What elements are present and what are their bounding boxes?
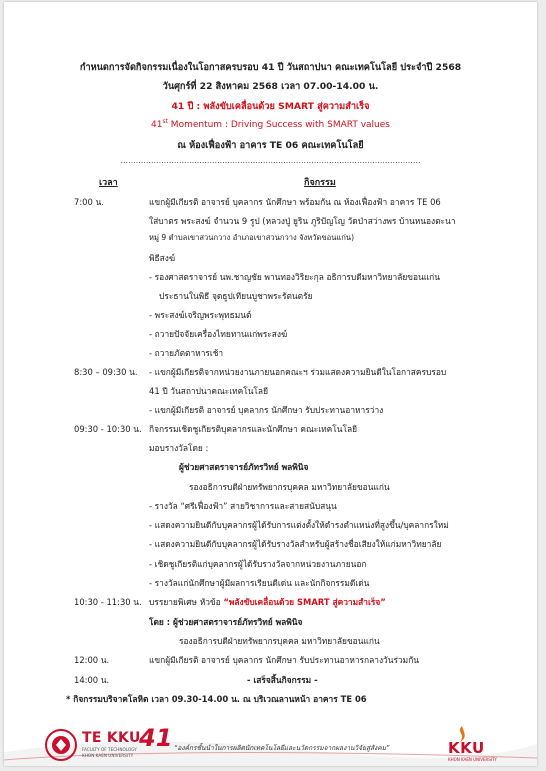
schedule-item: - รางวัล “ศรีเฟื่องฟ้า” สายวิชาการและสายสนับสนุน bbox=[149, 501, 337, 511]
schedule-item: แขกผู้มีเกียรติ อาจารย์ บุคลากร นักศึกษา รับประทานอาหารกลางวันร่วมกัน bbox=[149, 655, 419, 665]
theme-thai: 41 ปี : พลังขับเคลื่อนด้วย SMART สู่ความสำเร็จ bbox=[171, 101, 370, 112]
schedule-item: แขกผู้มีเกียรติ อาจารย์ บุคลากร นักศึกษา พร้อมกัน ณ ห้องเฟื่องฟ้า อาคาร TE 06 bbox=[149, 197, 441, 207]
schedule-item: ใส่บาตร พระสงฆ์ จำนวน 9 รูป (หลวงปู่ ยูริน ภูริปัญโญ วัดป่าสว่างพร บ้านหนองตะนา bbox=[149, 216, 456, 226]
closing-line: - เสร็จสิ้นกิจกรรม - bbox=[247, 675, 318, 685]
schedule-item: กิจกรรมเชิดชูเกียรติบุคลากรและนักศึกษา คณะเทคโนโลยี bbox=[149, 424, 358, 434]
schedule-title: กำหนดการจัดกิจกรรมเนื่องในโอกาสครบรอบ 41 ปี วันสถาปนา คณะเทคโนโลยี ประจำปี 2568 bbox=[79, 62, 462, 73]
schedule-time: 8:30 – 09:30 น. bbox=[74, 367, 138, 377]
column-activity-header: กิจกรรม bbox=[304, 178, 336, 188]
schedule-item: - ถวายภัตตาหารเช้า bbox=[149, 348, 224, 358]
schedule-item: - รางวัลแก่นักศึกษาผู้มีผลการเรียนดีเด่น และนักกิจกรรมดีเด่น bbox=[149, 578, 370, 588]
lecture-topic: “พลังขับเคลื่อนด้วย SMART สู่ความสำเร็จ” bbox=[223, 597, 386, 607]
schedule-item: 41 ปี วันสถาปนาคณะเทคโนโลยี bbox=[149, 386, 268, 396]
speaker-title: รองอธิการบดีฝ่ายทรัพยากรบุคคล มหาวิทยาลัยขอนแก่น bbox=[179, 636, 380, 646]
blood-donation-note: * กิจกรรมบริจาคโลหิต เวลา 09.30-14.00 น. ณ บริเวณลานหน้า อาคาร TE 06 bbox=[66, 694, 367, 704]
lecture-speaker: โดย : ผู้ช่วยศาสตราจารย์ภัทรวิทย์ พลพินิจ bbox=[149, 617, 303, 627]
schedule-item: ประธานในพิธี จุดธูปเทียนบูชาพระรัตนตรัย bbox=[159, 291, 313, 301]
kku-logo: KKU KHON KAEN UNIVERSITY bbox=[448, 726, 506, 766]
schedule-item: หมู่ 9 ตำบลเขาสวนกวาง อำเภอเขาสวนกวาง จังหวัดขอนแก่น) bbox=[149, 233, 355, 242]
schedule-item: บรรยายพิเศษ หัวข้อ “พลังขับเคลื่อนด้วย SMART สู่ความสำเร็จ” bbox=[149, 597, 386, 607]
schedule-time: 12:00 น. bbox=[74, 655, 110, 665]
anniversary-41-mark: 41 bbox=[139, 724, 173, 752]
schedule-item: พิธีสงฆ์ bbox=[149, 253, 176, 263]
schedule-item: - แสดงความยินดีกับบุคลากรผู้ได้รับรางวัลสำหรับผู้สร้างชื่อเสียงให้แก่มหาวิทยาลัย bbox=[149, 539, 442, 549]
schedule-item: - ถวายปัจจัยเครื่องไทยทานแก่พระสงฆ์ bbox=[149, 329, 288, 339]
schedule-time: 10:30 - 11:30 น. bbox=[74, 597, 142, 607]
schedule-time: 09:30 - 10:30 น. bbox=[74, 424, 142, 434]
document-page bbox=[4, 2, 537, 766]
venue: ณ ห้องเฟื่องฟ้า อาคาร TE 06 คณะเทคโนโลยี bbox=[177, 140, 364, 151]
schedule-time: 14:00 น. bbox=[74, 675, 110, 685]
schedule-item: - รองศาสตราจารย์ นพ.ชาญชัย พานทองวิริยะกุล อธิการบดีมหาวิทยาลัยขอนแก่น bbox=[149, 272, 440, 282]
separator: ...................................................................................................................... bbox=[120, 156, 421, 165]
te-kku-logo: TE KKU FACULTY OF TECHNOLOGY KHON KAEN UNIVERSITY 41 bbox=[44, 728, 194, 762]
faculty-motto: “องค์กรชั้นนำในการผลิตนักเทคโนโลยีและนวัตกรรมจากผลงานวิจัยสู่สังคม” bbox=[174, 744, 390, 752]
column-time-header: เวลา bbox=[99, 178, 118, 188]
theme-english: 41st Momentum : Driving Success with SMART values bbox=[151, 118, 390, 130]
event-date: วันศุกร์ที่ 22 สิงหาคม 2568 เวลา 07.00-14.00 น. bbox=[162, 81, 379, 92]
presenter-name: ผู้ช่วยศาสตราจารย์ภัทรวิทย์ พลพินิจ bbox=[179, 462, 309, 472]
schedule-item: มอบรางวัลโดย : bbox=[149, 443, 209, 453]
schedule-item: - แขกผู้มีเกียรติจากหน่วยงานภายนอกคณะฯ ร่วมแสดงความยินดีในโอกาสครบรอบ bbox=[149, 367, 447, 377]
schedule-item: - แขกผู้มีเกียรติ อาจารย์ บุคลากร นักศึกษา รับประทานอาหารว่าง bbox=[149, 405, 384, 415]
schedule-item: - เชิดชูเกียรติแก่บุคลากรผู้ได้รับรางวัลจากหน่วยงานภายนอก bbox=[149, 559, 367, 569]
schedule-item: - พระสงฆ์เจริญพระพุทธมนต์ bbox=[149, 310, 252, 320]
schedule-time: 7:00 น. bbox=[74, 197, 104, 207]
schedule-item: - แสดงความยินดีกับบุคลากรผู้ได้รับการแต่งตั้งให้ดำรงตำแหน่งที่สูงขึ้น/บุคลากรใหม่ bbox=[149, 520, 449, 530]
presenter-title: รองอธิการบดีฝ่ายทรัพยากรบุคคล มหาวิทยาลัยขอนแก่น bbox=[189, 482, 390, 492]
faculty-emblem-icon bbox=[44, 728, 78, 762]
